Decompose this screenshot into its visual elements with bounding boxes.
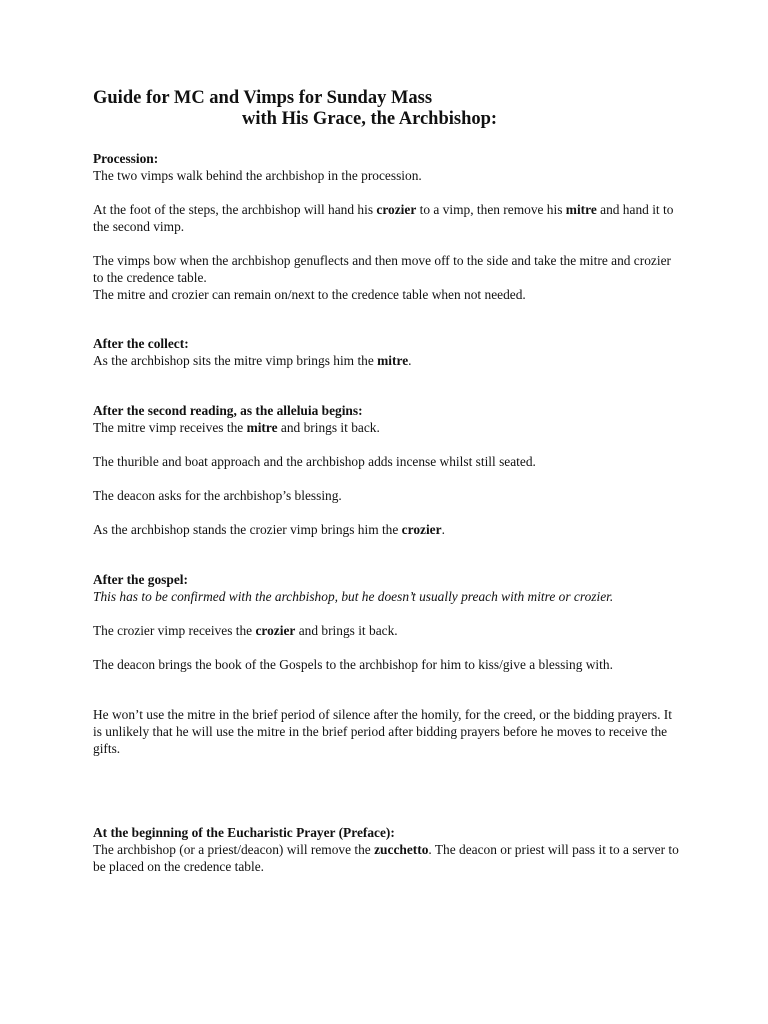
paragraph [93, 201, 683, 235]
section-after-collect [93, 335, 683, 369]
paragraph [93, 622, 683, 639]
paragraph [93, 841, 683, 875]
text-run: and hand it to the second vimp. [93, 202, 674, 234]
paragraph [93, 352, 683, 369]
text-run: The mitre vimp receives the [93, 420, 247, 435]
text-run: . The deacon or priest will pass it to a server to be placed on the credence table. [93, 842, 679, 874]
text-run: The crozier vimp receives the [93, 623, 256, 638]
paragraph [93, 419, 683, 436]
paragraph: He won’t use the mitre in the brief period of silence after the homily, for the creed, or the bidding prayers. It is unlikely that he will use the mitre in the brief period after bidding prayers before he moves to receive the gifts. [93, 707, 672, 756]
section-heading: Procession: [93, 151, 159, 166]
bold-term: crozier [401, 522, 442, 537]
title-line-1: Guide for MC and Vimps for Sunday Mass [93, 88, 433, 108]
bold-term: mitre [377, 353, 409, 368]
bold-term: mitre [246, 420, 278, 435]
text-run: At the foot of the steps, the archbishop will hand his [93, 202, 377, 217]
text-run: and brings it back. [277, 420, 380, 435]
section-after-second-reading [93, 402, 683, 538]
paragraph: The deacon brings the book of the Gospels to the archbishop for him to kiss/give a blessing with. [93, 657, 613, 672]
bold-term: zucchetto [374, 842, 429, 857]
section-eucharistic-prayer [93, 824, 683, 875]
section-heading: After the collect: [93, 336, 189, 351]
text-run: The archbishop (or a priest/deacon) will remove the [93, 842, 375, 857]
italic-note: This has to be confirmed with the archbishop, but he doesn’t usually preach with mitre or crozier. [93, 589, 614, 604]
text-run: As the archbishop stands the crozier vimp brings him the [93, 522, 402, 537]
paragraph [93, 521, 683, 538]
bold-term: crozier [255, 623, 296, 638]
paragraph: The mitre and crozier can remain on/next to the credence table when not needed. [93, 287, 526, 302]
section-heading: After the second reading, as the alleluia begins: [93, 403, 363, 418]
text-run: . [441, 522, 445, 537]
paragraph: The two vimps walk behind the archbishop in the procession. [93, 168, 422, 183]
section-heading: At the beginning of the Eucharistic Prayer (Preface): [93, 825, 395, 840]
paragraph: The vimps bow when the archbishop genuflects and then move off to the side and take the mitre and crozier to the credence table. [93, 253, 671, 285]
section-heading: After the gospel: [93, 572, 188, 587]
paragraph: The deacon asks for the archbishop’s blessing. [93, 488, 342, 503]
bold-term: mitre [565, 202, 597, 217]
section-procession [93, 150, 683, 303]
section-after-gospel [93, 571, 683, 757]
bold-term: crozier [376, 202, 417, 217]
document-page [93, 88, 683, 875]
text-run: As the archbishop sits the mitre vimp brings him the [93, 353, 378, 368]
paragraph: The thurible and boat approach and the archbishop adds incense whilst still seated. [93, 454, 536, 469]
text-run: and brings it back. [295, 623, 398, 638]
document-title [93, 88, 683, 130]
title-line-2: with His Grace, the Archbishop: [242, 109, 498, 129]
text-run: . [408, 353, 412, 368]
text-run: to a vimp, then remove his [416, 202, 566, 217]
